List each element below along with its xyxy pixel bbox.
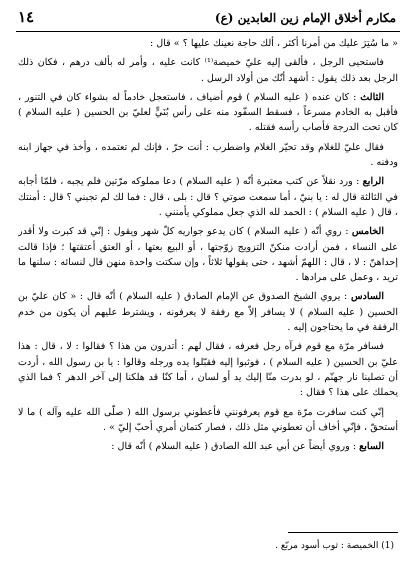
paragraph: فاستحيى الرجل ، فألقى إليه عليّ خميصة⁽¹⁾ كانت عليه ، وأمر له بألف درهم ، فكان ذلك الرجل بعد ذلك يقول : أشهد أنّك من أولاد الرسل . [18,57,398,84]
section-lead: الثالث [360,91,384,103]
body-text [18,36,398,528]
paragraph: فقال عليّ للغلام وقد تحيّر الغلام واضطرب : أنت حرّ ، فإنك لم تعتمده ، وأخذ في جهاز ابنه ودفنه . [18,141,398,169]
page-number: ١٤ [18,8,35,26]
section-lead: السابع [359,441,384,453]
section-lead: الرابع [362,176,384,188]
paragraph: « ما سُتِرَ عليك من أمرنا أكثر ، ألك حاجة نعينك عليها ؟ » قال : [149,38,398,49]
paragraph: فسافر مرّة مع قوم فرآه رجل فعرفه ، فقال لهم : أتدرون من هذا ؟ فقالوا : لا ، قال : هذا عليّ بن الحسين ( عليه السلام ) ، فوثبوا إليه فقبّلوا يده ورجله وقالوا : يا بن رسول الله ، أردت أن تصلينا نار جهنّم ، لو بدرت منّا إليك يد أو لسان ، أما كنّا قد هلكنا إلى آخر الدهر ؟ فما الذي يحملك على هذا ؟ فقال : [18,341,398,399]
paragraph: السادس : يروي الشيخ الصدوق عن الإمام الصادق ( عليه السلام ) أنّه قال : « كان عليّ بن الحسين ( عليه السلام ) لا يسافر إلاّ مع رفقة لا يعرفونه ، ويشترط عليهم أن يكون من خدم الرفقة في ما يحتاجون إليه . [18,291,398,334]
page-header [16,8,400,32]
paragraph: السابع : وروي أيضاً عن أبي عبد الله الصادق ( عليه السلام ) أنّه قال : [111,441,384,453]
header-rule [16,31,400,32]
paragraph: إنّي كنت سافرت مرّة مع قوم يعرفونني فأعطوني برسول الله ( صلّى الله عليه وآله ) ما لا أستحقّ ، فإنّي أخاف أن تعطوني مثل ذلك ، فصار كتمان أمري أحبّ إليّ » . [18,406,398,433]
section-lead: الخامس [351,226,384,238]
paragraph: الرابع : ورد نقلاً عن كتب معتبرة أنّه ( عليه السلام ) دعا مملوكه مرّتين فلم يجبه ، فلمّا أجابه في الثالثة قال له : يا بنيّ ، أما سمعت صوتي ؟ قال : بلى ، قال : فما لك لم تجبني ؟ قال : أمنتك ، قال ( عليه السلام ) : الحمد لله الذي جعل مملوكي يأمنني . [18,176,398,218]
running-title: مكارم أخلاق الإمام زين العابدين (ع) [214,11,396,25]
footnote: (1) الخميصة : ثوب أسود مربّع . [275,541,394,551]
paragraph: الثالث : كان عنده ( عليه السلام ) قوم أضياف ، فاستعجل خادماً له بشواء كان في التنور ، فأقبل به الخادم مسرعاً ، فسقط السفّود منه على رأس بُنَيٍّ لعليّ بن الحسين ( عليه السلام ) كان تحت الدرجة فأصاب رأسه فقتله . [18,91,398,134]
footnote-rule [288,532,398,533]
paragraph: الخامس : روي أنّه ( عليه السلام ) كان يدعو جواريه كلّ شهر ويقول : إنّي قد كبرت ولا أقدر على النساء ، فمن أرادت منكنّ التزويج زوّجتها ، أو البيع بعتها ، أو العتق أعتقتها ؛ فإذا قالت إحداهنّ : لا ، قال : اللهمّ أشهد ، حتى يقولها ثلاثاً ، وإن سكتت واحدة منهن قال لنسائه : سلنها ما تريد ، وعمل على مرادها . [18,226,398,284]
section-lead: السادس [350,291,384,303]
